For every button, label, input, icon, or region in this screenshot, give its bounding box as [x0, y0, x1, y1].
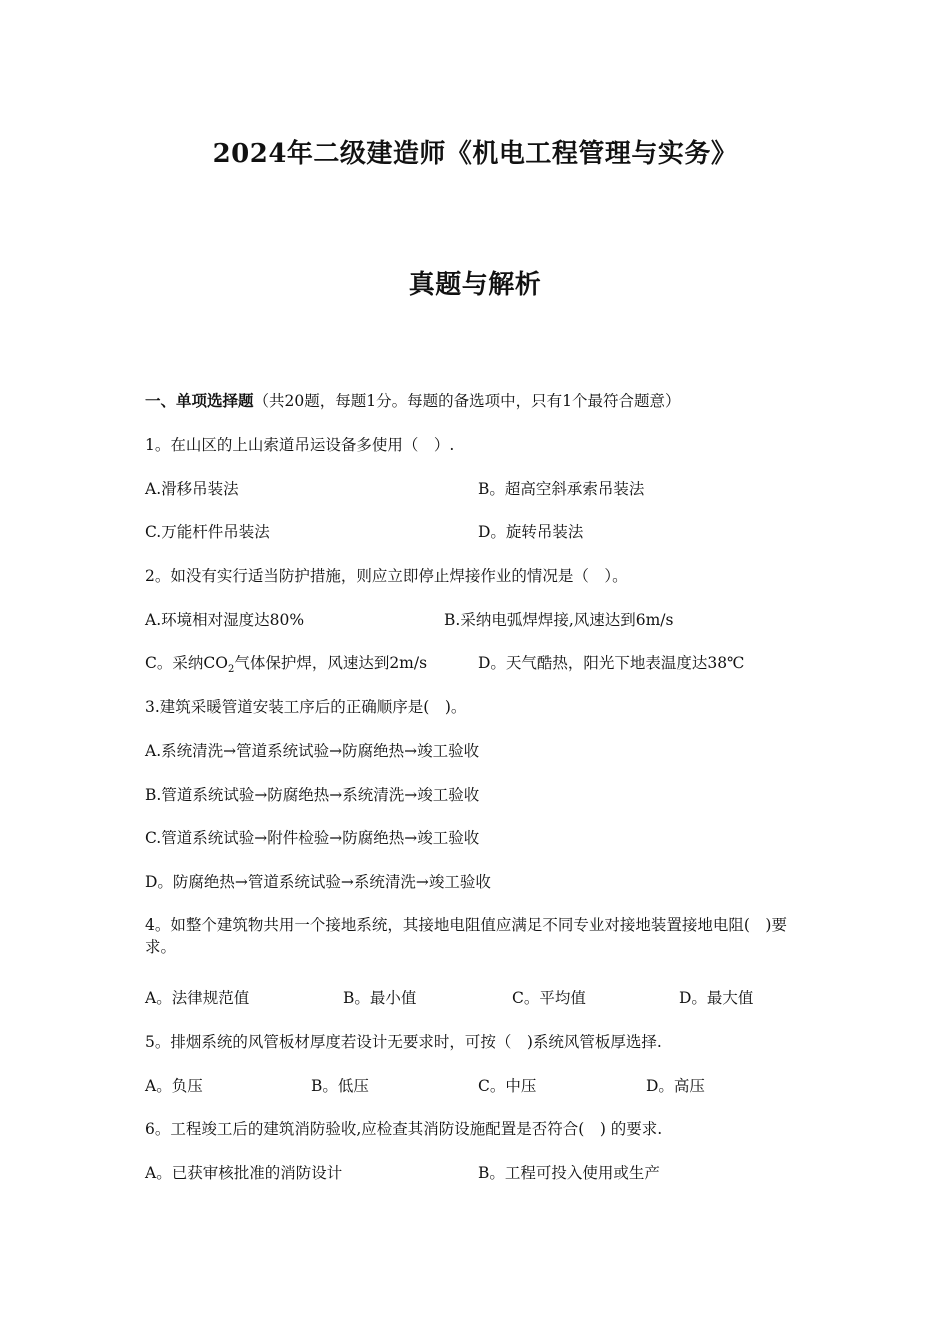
question-4-option-c: C。平均值: [512, 989, 586, 1007]
question-2-option-c-post: 气体保护焊，风速达到2m/s: [234, 654, 428, 672]
question-3-option-c: C.管道系统试验→附件检验→防腐绝热→竣工验收: [145, 829, 480, 847]
question-2-option-c-sub: 2: [227, 664, 235, 676]
question-6-stem: 6。工程竣工后的建筑消防验收,应检查其消防设施配置是否符合( ) 的要求.: [145, 1120, 663, 1138]
question-2-option-d: D。天气酷热，阳光下地表温度达38℃: [478, 654, 745, 672]
question-2-stem: 2。如没有实行适当防护措施，则应立即停止焊接作业的情况是（ ）。: [145, 567, 628, 585]
question-5-stem: 5。排烟系统的风管板材厚度若设计无要求时，可按（ )系统风管板厚选择.: [145, 1033, 662, 1051]
question-3-option-d: D。防腐绝热→管道系统试验→系统清洗→竣工验收: [145, 873, 491, 891]
question-6-option-b: B。工程可投入使用或生产: [478, 1164, 660, 1182]
question-1-option-d: D。旋转吊装法: [478, 523, 584, 541]
section-heading: [145, 390, 680, 412]
question-1-option-b: B。超高空斜承索吊装法: [478, 480, 645, 498]
question-1-stem: 1。在山区的上山索道吊运设备多使用（ ）.: [145, 436, 455, 454]
question-2-option-b: B.采纳电弧焊焊接,风速达到6m/s: [444, 611, 674, 629]
question-6-option-a: A。已获审核批准的消防设计: [145, 1164, 343, 1182]
document-title: 2024年二级建造师《机电工程管理与实务》: [212, 139, 738, 169]
question-3-option-a: A.系统清洗→管道系统试验→防腐绝热→竣工验收: [145, 742, 480, 760]
question-3-stem: 3.建筑采暖管道安装工序后的正确顺序是( )。: [145, 698, 467, 716]
section-note: （共20题，每题1分。每题的备选项中，只有1个最符合题意）: [253, 392, 681, 410]
question-4-option-d: D。最大值: [679, 989, 754, 1007]
question-2-option-a: A.环境相对湿度达80%: [145, 611, 305, 629]
question-2-option-c-pre: C。采纳CO: [145, 654, 228, 672]
document-subtitle: 真题与解析: [408, 270, 542, 300]
question-4-option-b: B。最小值: [343, 989, 417, 1007]
question-1-option-c: C.万能杆件吊装法: [145, 523, 270, 541]
question-5-option-b: B。低压: [311, 1077, 369, 1095]
question-1-option-a: A.滑移吊装法: [145, 480, 239, 498]
question-4-stem: 4。如整个建筑物共用一个接地系统，其接地电阻值应满足不同专业对接地装置接地电阻( )要求。: [145, 916, 787, 956]
question-5-option-a: A。负压: [145, 1077, 203, 1095]
question-5-option-c: C。中压: [478, 1077, 537, 1095]
question-2-option-c: [145, 652, 427, 681]
section-title: 一、单项选择题: [145, 391, 254, 410]
question-5-option-d: D。高压: [646, 1077, 705, 1095]
question-3-option-b: B.管道系统试验→防腐绝热→系统清洗→竣工验收: [145, 786, 480, 804]
question-4-option-a: A。法律规范值: [145, 989, 250, 1007]
